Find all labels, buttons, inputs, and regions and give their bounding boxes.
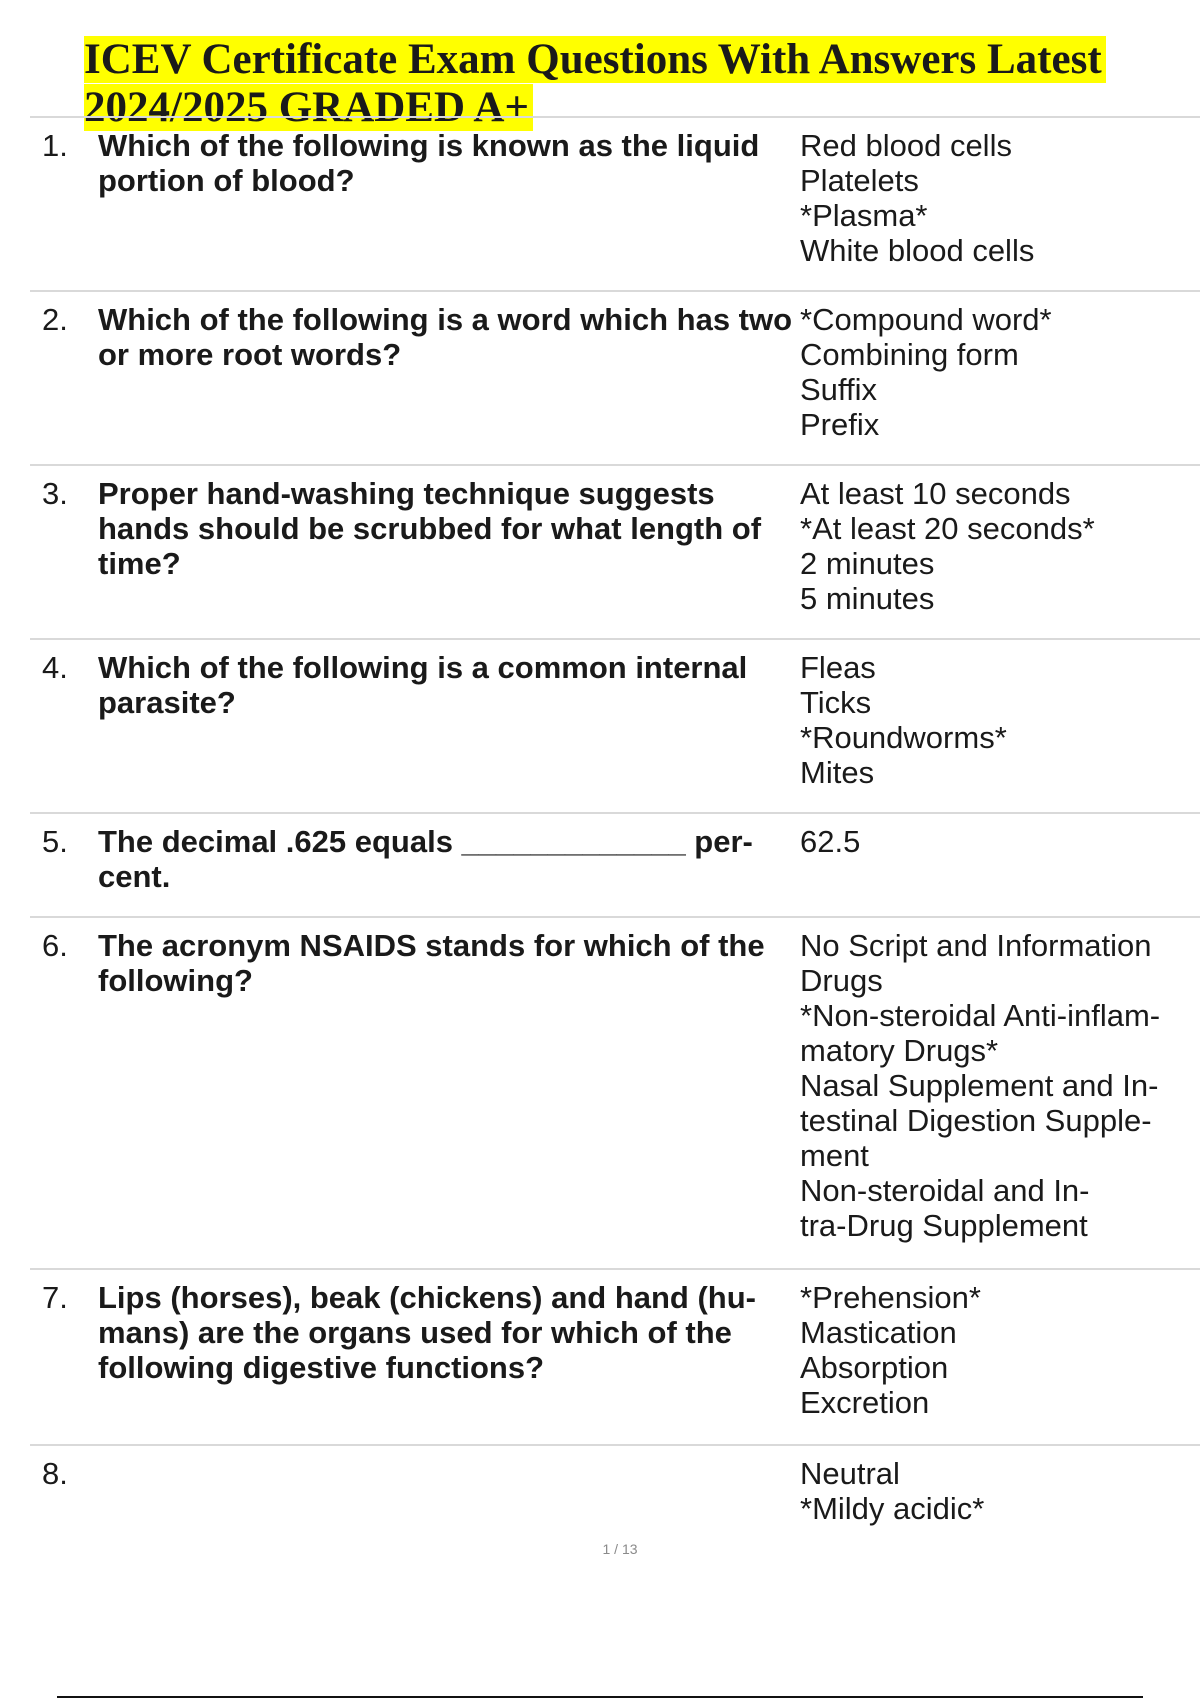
question-number: 1. [42, 128, 68, 163]
question-number: 2. [42, 302, 68, 337]
answer-option: Suffix [800, 372, 877, 407]
answer-option: Fleas [800, 650, 876, 685]
question-number: 8. [42, 1456, 68, 1491]
answer-options [800, 128, 1200, 268]
answer-option: Platelets [800, 163, 919, 198]
question-number: 6. [42, 928, 68, 963]
answer-option: Absorption [800, 1350, 949, 1385]
answer-option-correct: *At least 20 seconds* [800, 511, 1095, 546]
answer-option: tra-Drug Supplement [800, 1208, 1088, 1243]
question-text: The decimal .625 equals _____________ per- cent. [98, 824, 753, 894]
question-list [30, 116, 1200, 1554]
answer-options [800, 302, 1200, 442]
question-row-2 [30, 290, 1200, 464]
answer-option-correct: *Plasma* [800, 198, 928, 233]
question-row-5 [30, 812, 1200, 916]
question-text: Proper hand-washing technique suggests hands should be scrubbed for what length of time? [98, 476, 762, 581]
question-row-6 [30, 916, 1200, 1268]
answer-option-correct: *Compound word* [800, 302, 1052, 337]
question-row-7 [30, 1268, 1200, 1444]
question-number: 3. [42, 476, 68, 511]
answer-option: testinal Digestion Supple- [800, 1103, 1152, 1138]
question-text: The acronym NSAIDS stands for which of the following? [98, 928, 765, 998]
question-number: 5. [42, 824, 68, 859]
answer-option: Prefix [800, 407, 880, 442]
answer-options [800, 1280, 1200, 1420]
question-row-3 [30, 464, 1200, 638]
title-highlight: ICEV Certificate Exam Questions With Answers Latest 2024/2025 GRADED A+ [84, 36, 1106, 131]
answer-option: Ticks [800, 685, 872, 720]
question-text: Which of the following is a common internal parasite? [98, 650, 748, 720]
answer-option-correct: *Roundworms* [800, 720, 1007, 755]
answer-options [800, 650, 1200, 790]
answer-option: Excretion [800, 1385, 930, 1420]
answer-option: Red blood cells [800, 128, 1012, 163]
question-text: Lips (horses), beak (chickens) and hand (hu- mans) are the organs used for which of the following digestive functions? [98, 1280, 756, 1385]
answer-option: Mastication [800, 1315, 957, 1350]
question-row-8 [30, 1444, 1200, 1554]
answer-option: White blood cells [800, 233, 1035, 268]
answer-option-correct: *Non-steroidal Anti-inflam- [800, 998, 1161, 1033]
question-row-4 [30, 638, 1200, 812]
answer-options [800, 824, 1200, 859]
page-indicator: 1 / 13 [602, 1541, 638, 1557]
answer-option-correct: matory Drugs* [800, 1033, 999, 1068]
answer-option: Non-steroidal and In- [800, 1173, 1090, 1208]
answer-option: Neutral [800, 1456, 900, 1491]
question-number: 7. [42, 1280, 68, 1315]
answer-option: Mites [800, 755, 875, 790]
page-bottom-divider [57, 1696, 1143, 1698]
answer-option: Nasal Supplement and In- [800, 1068, 1159, 1103]
question-text: Which of the following is known as the liquid portion of blood? [98, 128, 760, 198]
question-text: Which of the following is a word which has two or more root words? [98, 302, 793, 372]
answer-option: ment [800, 1138, 869, 1173]
question-row-1 [30, 116, 1200, 290]
answer-option: 62.5 [800, 824, 861, 859]
answer-options [800, 928, 1200, 1243]
answer-options [800, 476, 1200, 616]
answer-options [800, 1456, 1200, 1526]
answer-option: Drugs [800, 963, 883, 998]
question-number: 4. [42, 650, 68, 685]
answer-option: At least 10 seconds [800, 476, 1071, 511]
answer-option-correct: *Mildy acidic* [800, 1491, 985, 1526]
answer-option-correct: *Prehension* [800, 1280, 981, 1315]
answer-option: 5 minutes [800, 581, 935, 616]
answer-option: No Script and Information [800, 928, 1152, 963]
answer-option: Combining form [800, 337, 1019, 372]
answer-option: 2 minutes [800, 546, 935, 581]
